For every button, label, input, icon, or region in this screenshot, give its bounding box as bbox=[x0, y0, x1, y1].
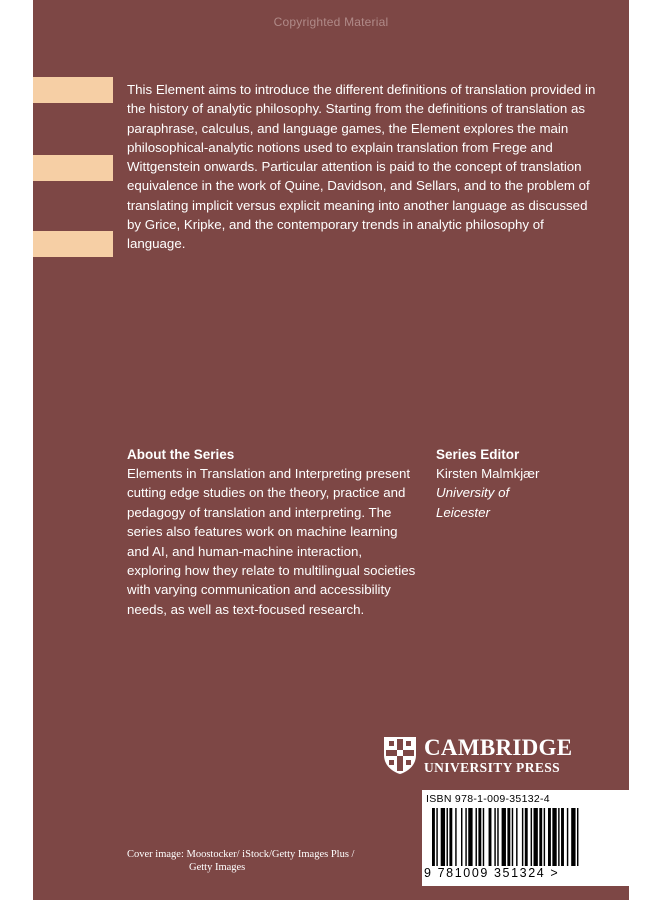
publisher-name: CAMBRIDGE bbox=[424, 735, 573, 760]
series-editor-section bbox=[436, 445, 606, 522]
accent-stripe bbox=[33, 77, 113, 103]
series-editor-name: Kirsten Malmkjær bbox=[436, 466, 540, 481]
credit-line-2: Getty Images bbox=[189, 862, 246, 873]
series-editor-heading: Series Editor bbox=[436, 447, 520, 462]
isbn-barcode bbox=[422, 790, 629, 886]
back-cover bbox=[33, 0, 629, 900]
barcode-bars bbox=[432, 808, 614, 866]
publisher-subname: UNIVERSITY PRESS bbox=[424, 760, 561, 775]
barcode-digits: 9 781009 351324 > bbox=[424, 866, 560, 880]
about-series-section bbox=[127, 445, 417, 619]
book-blurb: This Element aims to introduce the different definitions of translation provided in the history of analytic philosophy. Starting from the definitions of translation as paraphrase, calculus, and language games, the Element explores the main philosophical-analytic notions used to explain translation from Frege and Wittgenstein onwards. Particular attention is paid to the concept of translation equivalence in the work of Quine, Davidson, and Sellars, and to the problem of translating implicit versus explicit meaning into another language as discussed by Grice, Kripke, and the contemporary trends in analytic philosophy of language. bbox=[127, 82, 596, 252]
credit-line-1: Cover image: Moostocker/ iStock/Getty Images Plus / bbox=[127, 849, 355, 860]
accent-stripe bbox=[33, 231, 113, 257]
cambridge-shield-icon bbox=[382, 735, 418, 775]
about-series-heading: About the Series bbox=[127, 447, 235, 462]
series-editor-institution-line1: University of bbox=[436, 485, 510, 501]
cover-image-credit bbox=[127, 848, 397, 874]
accent-stripe bbox=[33, 155, 113, 181]
isbn-label: ISBN 978-1-009-35132-4 bbox=[426, 793, 550, 805]
series-editor-institution-line2: Leicester bbox=[436, 504, 490, 520]
copyright-watermark: Copyrighted Material bbox=[273, 15, 389, 29]
about-series-text: Elements in Translation and Interpreting present cutting edge studies on the theory, practice and pedagogy of translation and interpreting. The series also features work on machine learning and AI, and human-machine interaction, exploring how they relate to multilingual societies with varying communication and accessibility needs, as well as text-focused research. bbox=[127, 466, 416, 617]
cambridge-logo bbox=[382, 735, 582, 777]
